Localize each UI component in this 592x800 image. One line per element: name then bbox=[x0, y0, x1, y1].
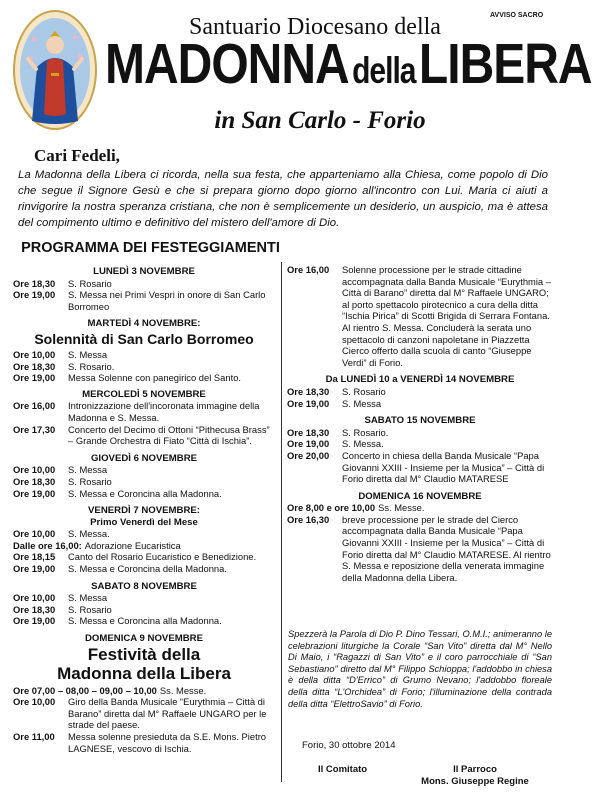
event: Ss. Messe. bbox=[378, 502, 425, 514]
schedule-row bbox=[13, 464, 275, 476]
time: Ore 11,00 bbox=[13, 731, 55, 742]
date-line: Forio, 30 ottobre 2014 bbox=[302, 740, 396, 751]
program-right-column bbox=[287, 264, 553, 583]
event: Messa solenne presieduta da S.E. Mons. Pietro LAGNESE, vescovo di Ischia. bbox=[68, 731, 267, 754]
schedule-row bbox=[13, 424, 275, 447]
schedule-row bbox=[13, 685, 275, 697]
day-heading: SABATO 8 NOVEMBRE bbox=[91, 580, 197, 592]
event: Adorazione Eucaristica bbox=[84, 539, 181, 551]
time: Ore 18,30 bbox=[13, 475, 56, 487]
notice-label: AVVISO SACRO bbox=[490, 12, 544, 19]
day-heading: SABATO 15 NOVEMBRE bbox=[364, 415, 476, 427]
event: Ss. Messe. bbox=[159, 684, 207, 696]
schedule-row bbox=[287, 438, 553, 450]
schedule-row bbox=[13, 540, 275, 552]
time: Dalle ore 16,00: bbox=[13, 539, 82, 551]
event: S. Rosario bbox=[342, 385, 386, 397]
time: Ore 10,00 bbox=[13, 696, 56, 708]
event: S. Rosario. bbox=[68, 360, 115, 372]
event: S. Rosario bbox=[68, 277, 112, 289]
time: Ore 16,00 bbox=[287, 264, 330, 275]
schedule-row bbox=[287, 386, 553, 398]
subtitle: in San Carlo - Forio bbox=[214, 107, 426, 134]
event: S. Messa bbox=[342, 397, 382, 409]
schedule-row bbox=[13, 400, 275, 423]
time: Ore 16,00 bbox=[13, 400, 56, 412]
schedule-row bbox=[13, 731, 275, 754]
time: Ore 20,00 bbox=[287, 449, 330, 461]
title-part-c: LIBERA bbox=[418, 33, 592, 96]
priest-name: Mons. Giuseppe Regine bbox=[421, 776, 529, 787]
time: Ore 8,00 e ore 10,00 bbox=[287, 502, 376, 514]
time: Ore 17,30 bbox=[13, 423, 56, 435]
event: Canto del Rosario Eucaristico e Benedizione. bbox=[68, 551, 257, 563]
schedule-row bbox=[287, 450, 553, 485]
feast-title: Solennità di San Carlo Borromeo bbox=[34, 330, 254, 347]
event: S. Messa e Coroncina della Madonna. bbox=[68, 563, 227, 575]
time: Ore 19,00 bbox=[13, 372, 56, 384]
event: Solenne processione per le strade cittadine accompagnata dalla Banda Musicale “Eurythmia – Città di Barano” diretta dal M° Raffaele UNGARO; al porto spettacolo pirotecnico a cura della ditta “Ischia Pirica” di Scotti Brigida di Serrara Fontana. bbox=[342, 264, 551, 322]
event: S. Messa. bbox=[68, 528, 110, 540]
event: S. Rosario. bbox=[342, 426, 389, 438]
event: Messa Solenne con panegirico del Santo. bbox=[68, 372, 242, 384]
signature-committee: Il Comitato bbox=[318, 764, 368, 775]
event: Concerto del Decimo di Ottoni “Pithecusa Brass” – Grande Orchestra di Fiato “Città di Ischia”. bbox=[68, 423, 270, 447]
program-left-column bbox=[13, 263, 275, 754]
feast-title: Festività della bbox=[87, 644, 201, 664]
time: Ore 07,00 – 08,00 – 09,00 – 10,00 bbox=[13, 684, 157, 696]
schedule-row bbox=[13, 278, 275, 290]
schedule-row bbox=[287, 502, 553, 514]
time: Ore 18,30 bbox=[13, 603, 56, 615]
time: Ore 10,00 bbox=[13, 464, 56, 476]
title-part-a: MADONNA bbox=[105, 33, 349, 96]
schedule-row bbox=[287, 398, 553, 410]
time: Ore 16,30 bbox=[287, 513, 330, 525]
header-line1: Santuario Diocesano della bbox=[189, 14, 441, 40]
event: S. Rosario bbox=[68, 475, 112, 487]
credits-note: Spezzerà la Parola di Dio P. Dino Tessari, O.M.I.; animeranno le celebrazioni liturgiche la Corale “San Vito” diretta dal M° Nello Di Maio, i “Ragazzi di San Vito” e il coro parrocchiale di “San Sebastiano” diretto dal M° Filippo Schioppa; l'addobbo in chiesa è della ditta “D'Errico” di Grumo Nevano; l'addobbo floreale della ditta “L'Orchidea” di Forio; l'illuminazione della contrada della ditta “ElettroSavio” di Forio. bbox=[288, 629, 552, 709]
schedule-row bbox=[13, 361, 275, 373]
priest-role: Il Parroco bbox=[453, 764, 497, 775]
event: breve processione per le strade del Cierco accompagnata dalla Banda Musicale “Papa Giovanni XXIII - Insieme per la Musica” – Città di Forio diretta dal M° Claudio MATARESE. Al rientro S. Messa e reposizione della venerata immagine della Madonna della Libera. bbox=[342, 513, 551, 583]
schedule-row bbox=[13, 372, 275, 384]
day-heading: Da LUNEDÌ 10 a VENERDÌ 14 NOVEMBRE bbox=[325, 374, 515, 386]
time: Ore 18,30 bbox=[13, 360, 56, 372]
schedule-row bbox=[13, 528, 275, 540]
event: Intronizzazione dell'incoronata immagine della Madonna e S. Messa. bbox=[68, 400, 260, 423]
schedule-row bbox=[13, 615, 275, 627]
event: S. Messa bbox=[68, 348, 108, 360]
event: Al rientro S. Messa. Concluderà la serata uno spettacolo di canzoni napoletane in Piazzetta Cierco offerto dalla scuola di canto “Giuseppe Verdi” di Forio. bbox=[342, 321, 532, 368]
event: Concerto in chiesa della Banda Musicale “Papa Giovanni XXIII - Insieme per la Musica” – Città di Forio diretta dal M° Claudio MATARESE bbox=[342, 449, 545, 485]
time: Ore 19,00 bbox=[287, 397, 330, 409]
time: Ore 18,30 bbox=[287, 426, 330, 438]
schedule-row bbox=[287, 514, 553, 584]
schedule-row bbox=[287, 264, 553, 322]
intro-text: La Madonna della Libera ci ricorda, nella sua festa, che apparteniamo alla Chiesa, come popolo di Dio che segue il Signore Gesù e che si prepara giorno dopo giorno all'incontro con Lui. Maria ci aiuti a rinvigorire la nostra speranza cristiana, che non è semplicemente un desiderio, un auspicio, ma è attesa del compimento ultimo e definitivo del mistero dell'amore di Dio. bbox=[18, 169, 548, 229]
day-heading: LUNEDÌ 3 NOVEMBRE bbox=[93, 266, 195, 277]
event: S. Messa bbox=[68, 464, 108, 476]
event: S. Messa. bbox=[342, 438, 384, 450]
event: S. Rosario bbox=[68, 603, 112, 615]
schedule-row bbox=[287, 427, 553, 439]
day-heading: MERCOLEDÌ 5 NOVEMBRE bbox=[82, 388, 206, 400]
event: Giro della Banda Musicale “Eurythmia – Città di Barano” diretta dal M° Raffaele UNGARO per le strade del paese. bbox=[68, 696, 267, 731]
schedule-row bbox=[13, 349, 275, 361]
signature-parish-priest bbox=[410, 764, 540, 788]
page-title bbox=[105, 33, 592, 97]
schedule-row bbox=[13, 696, 275, 731]
time: Ore 19,00 bbox=[13, 487, 56, 499]
event: S. Messa nei Primi Vespri in onore di San Carlo Borromeo bbox=[68, 289, 266, 312]
time: Ore 10,00 bbox=[13, 592, 56, 604]
day-heading: DOMENICA 16 NOVEMBRE bbox=[358, 490, 482, 502]
feast-title: Madonna della Libera bbox=[57, 663, 231, 683]
event: S. Messa e Coroncina alla Madonna. bbox=[68, 487, 222, 499]
schedule-row bbox=[287, 322, 553, 368]
madonna-portrait-icon bbox=[12, 9, 98, 131]
schedule-row bbox=[13, 488, 275, 500]
day-heading: DOMENICA 9 NOVEMBRE bbox=[85, 633, 203, 645]
day-heading: MARTEDÌ 4 NOVEMBRE: bbox=[87, 318, 201, 330]
schedule-row bbox=[13, 592, 275, 604]
time bbox=[287, 322, 342, 368]
column-divider bbox=[281, 262, 282, 782]
program-title: PROGRAMMA DEI FESTEGGIAMENTI bbox=[21, 240, 280, 256]
time: Ore 18,15 bbox=[13, 551, 56, 563]
schedule-row bbox=[13, 551, 275, 563]
schedule-row bbox=[13, 289, 275, 312]
time: Ore 10,00 bbox=[13, 348, 56, 360]
time: Ore 18,30 bbox=[287, 385, 330, 397]
day-heading: VENERDÌ 7 NOVEMBRE: bbox=[88, 505, 200, 517]
time: Ore 19,00 bbox=[287, 438, 330, 450]
time: Ore 19,00 bbox=[13, 615, 56, 627]
time: Ore 19,00 bbox=[13, 289, 56, 301]
day-heading: GIOVEDÌ 6 NOVEMBRE bbox=[90, 452, 198, 464]
event: S. Messa e Coroncina alla Madonna. bbox=[68, 615, 222, 627]
day-subheading: Primo Venerdì del Mese bbox=[90, 516, 198, 528]
schedule-row bbox=[13, 604, 275, 616]
time: Ore 19,00 bbox=[13, 563, 56, 575]
greeting: Cari Fedeli, bbox=[34, 146, 120, 165]
time: Ore 10,00 bbox=[13, 528, 56, 540]
schedule-row bbox=[13, 563, 275, 575]
schedule-row bbox=[13, 476, 275, 488]
time: Ore 18,30 bbox=[13, 277, 56, 289]
title-part-b: della bbox=[352, 50, 416, 92]
event: S. Messa bbox=[68, 592, 108, 604]
